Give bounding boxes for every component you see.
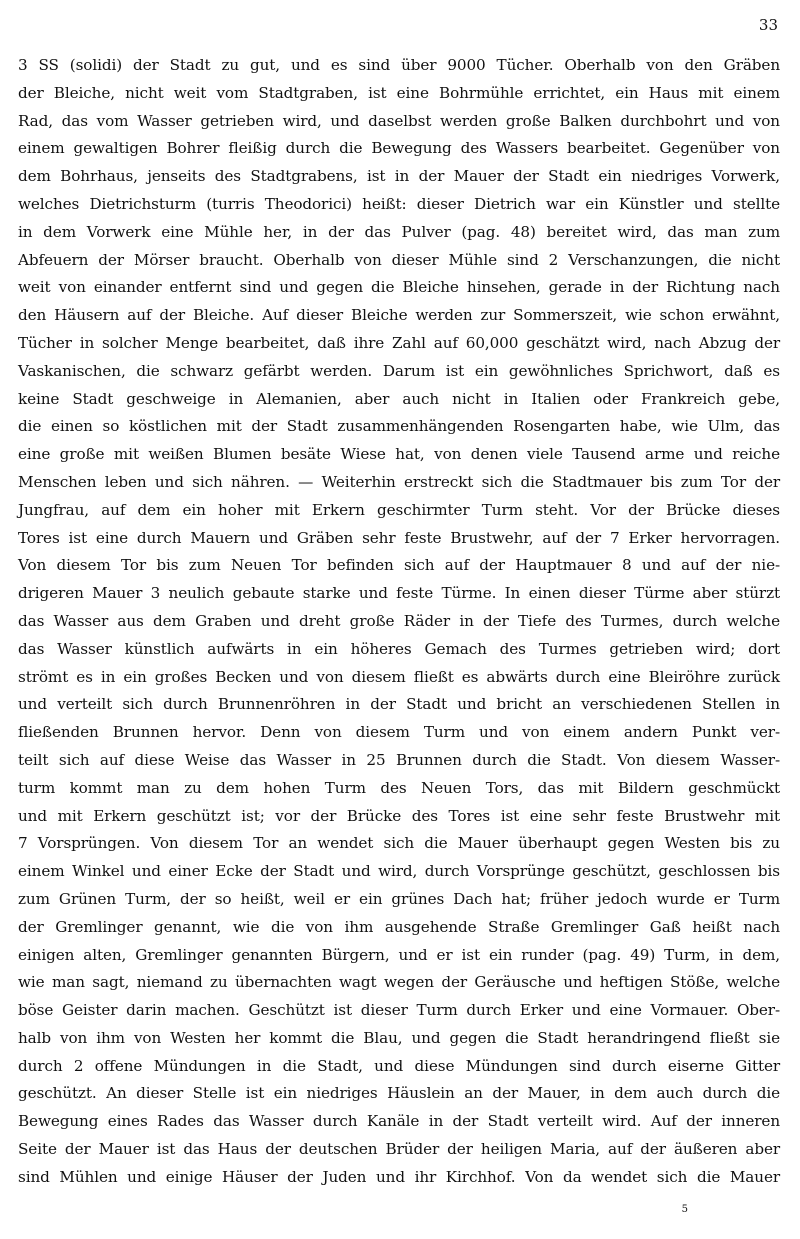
text-line: drigeren Mauer 3 neulich gebaute starke und feste Türme. In einen dieser Türme aber stürzt <box>18 584 780 603</box>
text-line: der Bleiche, nicht weit vom Stadtgraben, ist eine Bohrmühle errichtet, ein Haus mit einem <box>18 83 780 102</box>
text-line: teilt sich auf diese Weise das Wasser in 25 Brunnen durch die Stadt. Von diesem Wasser- <box>18 750 780 769</box>
sheet-signature: 5 <box>681 1204 688 1215</box>
text-line: fließenden Brunnen hervor. Denn von diesem Turm und von einem andern Punkt ver- <box>18 723 780 742</box>
text-line: geschützt. An dieser Stelle ist ein niedriges Häuslein an der Mauer, in dem auch durch die <box>18 1084 780 1103</box>
text-line: 3 SS (solidi) der Stadt zu gut, und es sind über 9000 Tücher. Oberhalb von den Gräben <box>18 56 780 74</box>
text-line: und verteilt sich durch Brunnenröhren in der Stadt und bricht an verschiedenen Stellen in <box>18 695 780 714</box>
text-line: der Gremlinger genannt, wie die von ihm ausgehende Straße Gremlinger Gaß heißt nach <box>18 917 780 936</box>
text-line: durch 2 offene Mündungen in die Stadt, und diese Mündungen sind durch eiserne Gitter <box>18 1056 780 1075</box>
text-line: zum Grünen Turm, der so heißt, weil er ein grünes Dach hat; früher jedoch wurde er Turm <box>18 889 780 908</box>
text-line: weit von einander entfernt sind und gegen die Bleiche hinsehen, gerade in der Richtung nach <box>18 278 780 297</box>
text-line: Vaskanischen, die schwarz gefärbt werden. Darum ist ein gewöhnliches Sprichwort, daß es <box>18 361 780 380</box>
body-text <box>18 52 780 1192</box>
text-line: Von diesem Tor bis zum Neuen Tor befinden sich auf der Hauptmauer 8 und auf der nie- <box>18 556 780 575</box>
text-line: sind Mühlen und einige Häuser der Juden und ihr Kirchhof. Von da wendet sich die Mauer <box>18 1167 780 1186</box>
text-line: einem Winkel und einer Ecke der Stadt und wird, durch Vorsprünge geschützt, geschlossen bis <box>18 862 780 881</box>
text-line: keine Stadt geschweige in Alemanien, aber auch nicht in Italien oder Frankreich gebe, <box>18 389 780 408</box>
text-line: dem Bohrhaus, jenseits des Stadtgrabens, ist in der Mauer der Stadt ein niedriges Vorwerk, <box>18 167 780 186</box>
text-line: eine große mit weißen Blumen besäte Wiese hat, von denen viele Tausend arme und reiche <box>18 445 780 464</box>
text-line: in dem Vorwerk eine Mühle her, in der das Pulver (pag. 48) bereitet wird, das man zum <box>18 222 780 241</box>
text-line: einem gewaltigen Bohrer fleißig durch die Bewegung des Wassers bearbeitet. Gegenüber von <box>18 139 780 158</box>
text-line: das Wasser künstlich aufwärts in ein höheres Gemach des Turmes getrieben wird; dort <box>18 639 780 658</box>
text-line: die einen so köstlichen mit der Stadt zusammenhängenden Rosengarten habe, wie Ulm, das <box>18 417 780 436</box>
text-line: Tores ist eine durch Mauern und Gräben sehr feste Brustwehr, auf der 7 Erker hervorragen. <box>18 528 780 547</box>
text-line: halb von ihm von Westen her kommt die Blau, und gegen die Stadt herandringend fließt sie <box>18 1028 780 1047</box>
text-line: strömt es in ein großes Becken und von diesem fließt es abwärts durch eine Bleiröhre zurück <box>18 667 780 686</box>
text-line: Menschen leben und sich nähren. — Weiterhin erstreckt sich die Stadtmauer bis zum Tor der <box>18 472 780 491</box>
text-line: wie man sagt, niemand zu übernachten wagt wegen der Geräusche und heftigen Stöße, welche <box>18 973 780 992</box>
text-line: Bewegung eines Rades das Wasser durch Kanäle in der Stadt verteilt wird. Auf der inneren <box>18 1112 780 1131</box>
text-line: böse Geister darin machen. Geschützt ist dieser Turm durch Erker und eine Vormauer. Ober- <box>18 1001 780 1020</box>
text-line: Rad, das vom Wasser getrieben wird, und daselbst werden große Balken durchbohrt und von <box>18 111 780 130</box>
text-line: Jungfrau, auf dem ein hoher mit Erkern geschirmter Turm steht. Vor der Brücke dieses <box>18 500 780 519</box>
text-line: Abfeuern der Mörser braucht. Oberhalb von dieser Mühle sind 2 Verschanzungen, die nicht <box>18 250 780 269</box>
text-line: das Wasser aus dem Graben und dreht große Räder in der Tiefe des Turmes, durch welche <box>18 611 780 630</box>
text-line: welches Dietrichsturm (turris Theodorici) heißt: dieser Dietrich war ein Künstler und stellte <box>18 194 780 213</box>
text-line: und mit Erkern geschützt ist; vor der Brücke des Tores ist eine sehr feste Brustwehr mit <box>18 806 780 825</box>
text-line: 7 Vorsprüngen. Von diesem Tor an wendet sich die Mauer überhaupt gegen Westen bis zu <box>18 834 780 853</box>
text-line: Tücher in solcher Menge bearbeitet, daß ihre Zahl auf 60,000 geschätzt wird, nach Abzug der <box>18 333 780 352</box>
text-line: turm kommt man zu dem hohen Turm des Neuen Tors, das mit Bildern geschmückt <box>18 778 780 797</box>
text-line: den Häusern auf der Bleiche. Auf dieser Bleiche werden zur Sommerszeit, wie schon erwähnt, <box>18 306 780 325</box>
page-number: 33 <box>758 16 778 34</box>
text-line: einigen alten, Gremlinger genannten Bürgern, und er ist ein runder (pag. 49) Turm, in dem, <box>18 945 780 964</box>
text-line: Seite der Mauer ist das Haus der deutschen Brüder der heiligen Maria, auf der äußeren aber <box>18 1140 780 1159</box>
